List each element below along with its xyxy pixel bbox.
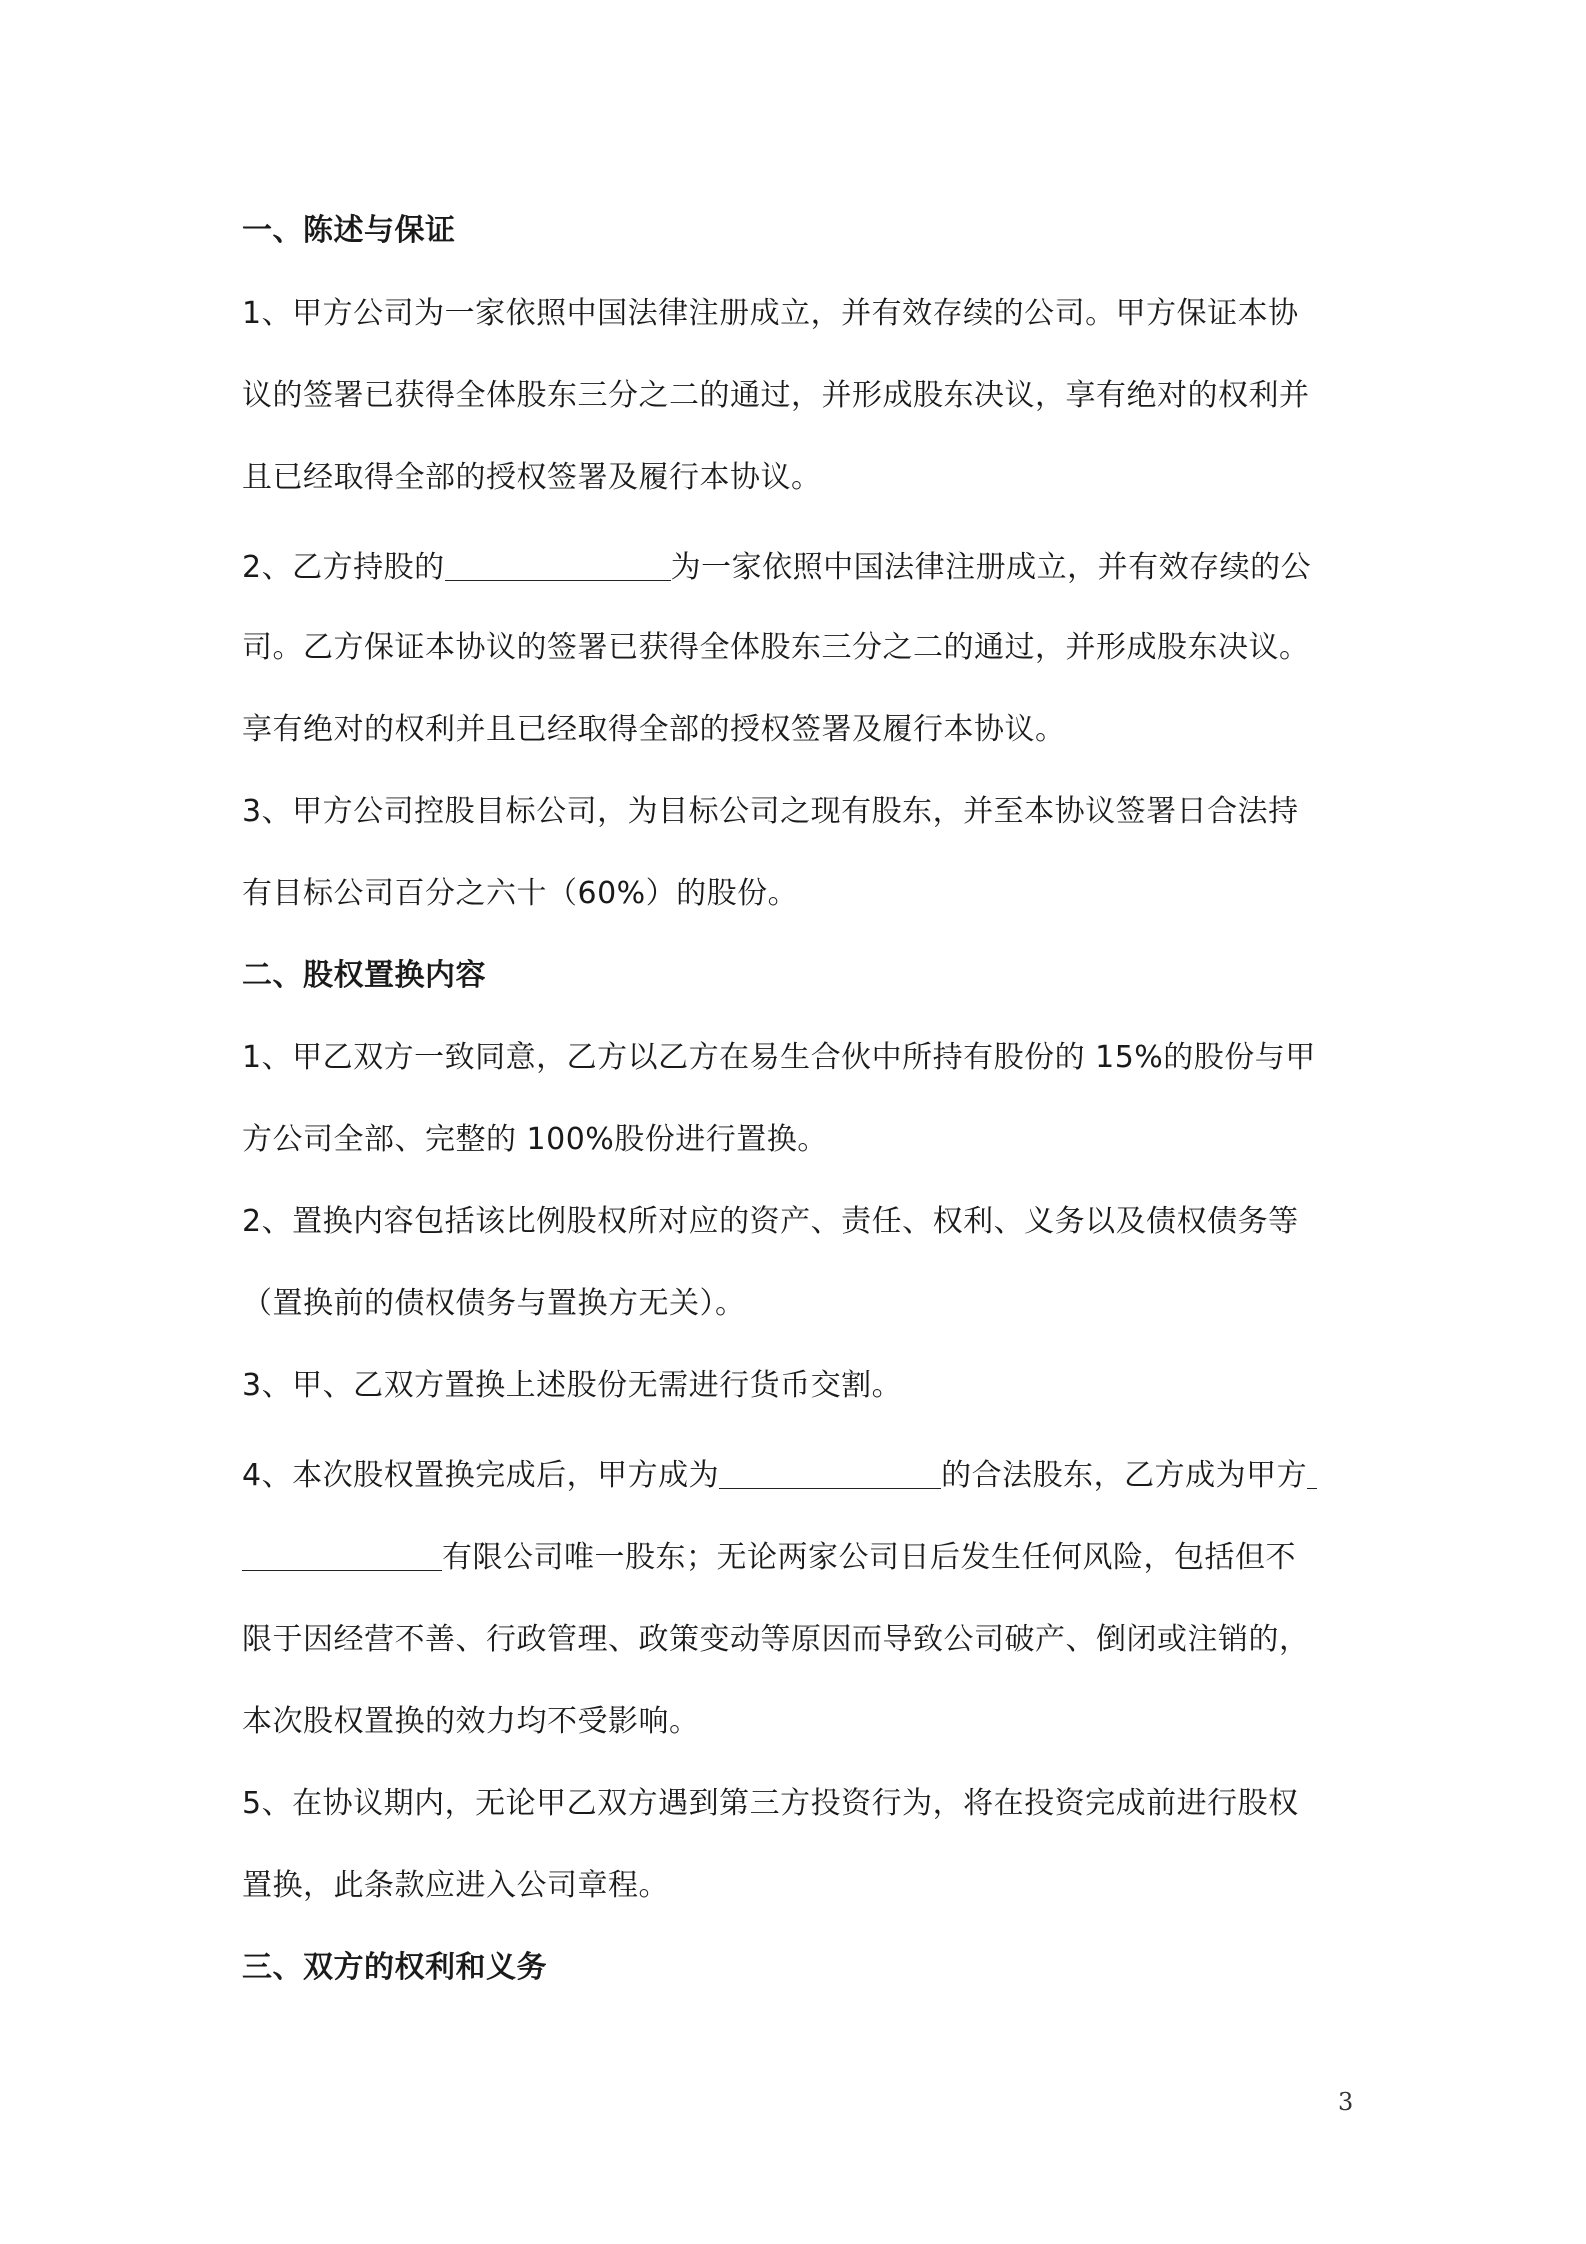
section-2-clause-3-line-1: 3、甲、乙双方置换上述股份无需进行货币交割。 xyxy=(242,1368,903,1403)
clause-4-line-2-text: 有限公司唯一股东；无论两家公司日后发生任何风险，包括但不 xyxy=(442,1540,1296,1575)
section-2-clause-4-line-3: 限于因经营不善、行政管理、政策变动等原因而导致公司破产、倒闭或注销的， xyxy=(242,1622,1310,1657)
section-2-clause-5-line-2: 置换，此条款应进入公司章程。 xyxy=(242,1868,669,1903)
fill-in-blank-party-a-company xyxy=(242,1540,442,1571)
section-2-clause-4-line-4: 本次股权置换的效力均不受影响。 xyxy=(242,1704,700,1739)
section-2-clause-4-line-2 xyxy=(242,1538,1296,1578)
section-1-heading: 一、陈述与保证 xyxy=(242,213,456,248)
section-2-clause-2-line-2: （置换前的债权债务与置换方无关）。 xyxy=(242,1286,746,1321)
clause-4-prefix: 4、本次股权置换完成后，甲方成为 xyxy=(242,1458,720,1493)
fill-in-blank-company xyxy=(445,550,671,581)
section-2-clause-1-line-1: 1、甲乙双方一致同意，乙方以乙方在易生合伙中所持有股份的 15%的股份与甲 xyxy=(242,1040,1316,1075)
section-1-clause-1-line-3: 且已经取得全部的授权签署及履行本协议。 xyxy=(242,460,822,495)
section-1-clause-2-line-1 xyxy=(242,548,1311,588)
section-1-clause-1-line-2: 议的签署已获得全体股东三分之二的通过，并形成股东决议，享有绝对的权利并 xyxy=(242,378,1310,413)
clause-2-prefix: 2、乙方持股的 xyxy=(242,550,445,585)
fill-in-blank-party-a-tail xyxy=(1307,1458,1317,1489)
page-number: 3 xyxy=(1338,2088,1354,2116)
section-2-clause-1-line-2: 方公司全部、完整的 100%股份进行置换。 xyxy=(242,1122,828,1157)
section-2-heading: 二、股权置换内容 xyxy=(242,958,486,993)
section-1-clause-3-line-1: 3、甲方公司控股目标公司，为目标公司之现有股东，并至本协议签署日合法持 xyxy=(242,794,1299,829)
section-1-clause-1-line-1: 1、甲方公司为一家依照中国法律注册成立，并有效存续的公司。甲方保证本协 xyxy=(242,296,1299,331)
clause-4-suffix: 的合法股东，乙方成为甲方 xyxy=(941,1458,1308,1493)
section-3-heading: 三、双方的权利和义务 xyxy=(242,1950,547,1985)
section-2-clause-2-line-1: 2、置换内容包括该比例股权所对应的资产、责任、权利、义务以及债权债务等 xyxy=(242,1204,1299,1239)
section-2-clause-5-line-1: 5、在协议期内，无论甲乙双方遇到第三方投资行为，将在投资完成前进行股权 xyxy=(242,1786,1299,1821)
clause-2-suffix: 为一家依照中国法律注册成立，并有效存续的公 xyxy=(670,550,1312,585)
fill-in-blank-target-company xyxy=(719,1458,941,1489)
section-1-clause-2-line-2: 司。乙方保证本协议的签署已获得全体股东三分之二的通过，并形成股东决议。 xyxy=(242,630,1310,665)
section-2-clause-4-line-1 xyxy=(242,1456,1317,1496)
section-1-clause-3-line-2: 有目标公司百分之六十（60%）的股份。 xyxy=(242,876,799,911)
section-1-clause-2-line-3: 享有绝对的权利并且已经取得全部的授权签署及履行本协议。 xyxy=(242,712,1066,747)
